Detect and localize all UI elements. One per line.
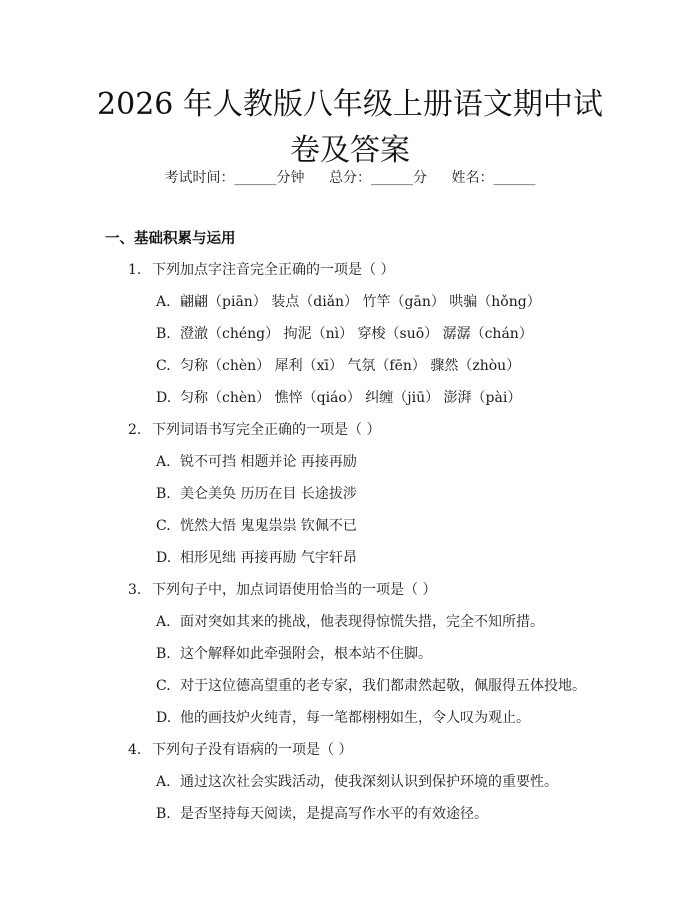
option-label: A. [156,454,171,470]
question-1-option-a [156,292,541,312]
exam-title: 2026 年人教版八年级上册语文期中试卷及答案 [97,87,603,168]
exam-time-field: 考试时间：______分钟 [164,170,305,186]
question-number: 2. [128,422,142,438]
option-text: 澄澈（chéng） 拘泥（nì） 穿梭（suō） 潺潺（chán） [180,326,533,342]
option-label: C. [156,678,171,694]
option-label: D. [156,710,172,726]
question-2-option-d [156,548,357,568]
question-3 [128,580,436,600]
option-text: 这个解释如此牵强附会，根本站不住脚。 [180,646,432,662]
option-text: 对于这位德高望重的老专家，我们都肃然起敬，佩服得五体投地。 [180,678,586,694]
question-stem: 下列句子没有语病的一项是（ ） [152,742,353,758]
question-number: 1. [128,262,142,278]
question-4-option-a [156,772,558,792]
question-number: 4. [128,742,142,758]
option-label: B. [156,486,171,502]
option-label: B. [156,326,171,342]
option-text: 相形见绌 再接再励 气宇轩昂 [180,550,357,566]
option-text: 匀称（chèn） 憔悴（qiáo） 纠缠（jiū） 澎湃（pài） [180,390,522,406]
question-stem: 下列词语书写完全正确的一项是（ ） [152,422,381,438]
total-score-field: 总分：______分 [329,170,427,186]
option-label: C. [156,358,171,374]
option-text: 匀称（chèn） 犀利（xī） 气氛（fēn） 骤然（zhòu） [180,358,521,374]
question-1-option-c [156,356,520,376]
option-text: 面对突如其来的挑战，他表现得惊慌失措，完全不知所措。 [180,614,544,630]
option-text: 翩翩（piān） 装点（diǎn） 竹竿（gān） 哄骗（hǒng） [180,294,541,310]
question-1-option-d [156,388,521,408]
question-4-option-b [156,804,488,824]
option-text: 美仑美奂 历历在目 长途拔涉 [180,486,357,502]
option-text: 通过这次社会实践活动，使我深刻认识到保护环境的重要性。 [180,774,558,790]
question-2-option-a [156,452,357,472]
question-2-option-c [156,516,357,536]
option-label: A. [156,614,171,630]
question-stem: 下列句子中，加点词语使用恰当的一项是（ ） [152,582,437,598]
question-4 [128,740,352,760]
question-stem: 下列加点字注音完全正确的一项是（ ） [152,262,395,278]
option-text: 锐不可挡 相题并论 再接再励 [180,454,357,470]
section-heading: 一、基础积累与运用 [105,231,236,247]
question-number: 3. [128,582,142,598]
student-name-field: 姓名：______ [451,170,536,186]
question-2-option-b [156,484,357,504]
option-text: 他的画技炉火纯青，每一笔都栩栩如生，令人叹为观止。 [180,710,530,726]
exam-meta [0,168,700,188]
question-3-option-c [156,676,586,696]
option-text: 是否坚持每天阅读，是提高写作水平的有效途径。 [180,806,488,822]
option-label: C. [156,518,171,534]
option-label: B. [156,806,171,822]
question-3-option-a [156,612,544,632]
option-label: D. [156,550,172,566]
option-label: B. [156,646,171,662]
option-label: A. [156,774,171,790]
question-2 [128,420,380,440]
question-3-option-d [156,708,530,728]
option-label: A. [156,294,171,310]
question-1 [128,260,394,280]
question-1-option-b [156,324,533,344]
option-label: D. [156,390,172,406]
question-3-option-b [156,644,432,664]
option-text: 恍然大悟 鬼鬼祟祟 钦佩不已 [180,518,357,534]
